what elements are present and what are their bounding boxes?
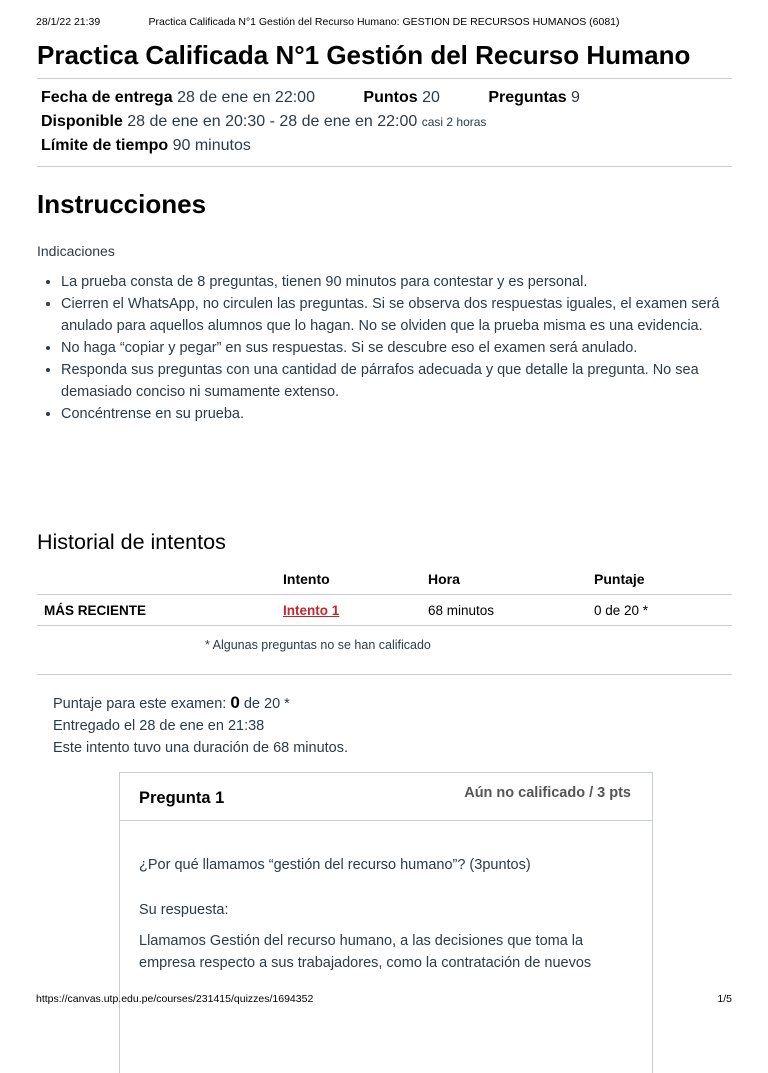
- quiz-details: [37, 79, 732, 166]
- points-label: Puntos: [363, 89, 418, 106]
- available-note: casi 2 horas: [421, 115, 487, 129]
- score-line: [53, 692, 348, 715]
- questions-label: Preguntas: [488, 89, 567, 106]
- col-header-score: Puntaje: [594, 571, 645, 587]
- col-header-attempt: Intento: [283, 571, 330, 587]
- questions-value: 9: [571, 89, 580, 106]
- print-footer: [36, 993, 732, 1007]
- time-cell: 68 minutos: [428, 595, 594, 626]
- score-prefix: Puntaje para este examen:: [53, 696, 227, 712]
- col-header-time: Hora: [428, 571, 460, 587]
- quiz-content: [37, 34, 732, 971]
- answer-label: Su respuesta:: [139, 902, 229, 918]
- question-header: [120, 773, 652, 821]
- question-name: Pregunta 1: [139, 789, 225, 807]
- details-row-2: [41, 110, 732, 134]
- latest-label: MÁS RECIENTE: [37, 595, 283, 626]
- print-page-number: 1/5: [717, 993, 732, 1005]
- list-item: • Responda sus preguntas con una cantidad de párrafos adecuada y que detalle la pregunta. No sea demasiado conciso ni sumamente extenso.: [61, 359, 732, 403]
- print-page-title: Practica Calificada N°1 Gestión del Recurso Humano: GESTION DE RECURSOS HUMANOS (6081): [148, 16, 620, 28]
- submitted-line: Entregado el 28 de ene en 21:38: [53, 718, 265, 734]
- question-text: ¿Por qué llamamos “gestión del recurso humano”? (3puntos): [139, 857, 531, 873]
- list-item: • Concéntrense en su prueba.: [61, 403, 732, 425]
- list-item: • Cierren el WhatsApp, no circulen las preguntas. Si se observa dos respuestas iguales, el examen será anulado para aquellos alumnos que lo hagan. No se olviden que la prueba misma es una evidencia.: [61, 293, 732, 337]
- available-label: Disponible: [41, 113, 123, 130]
- question-status: Aún no calificado / 3 pts: [464, 785, 631, 801]
- answer-text: Llamamos Gestión del recurso humano, a las decisiones que toma la empresa respecto a sus trabajadores, como la contratación de nuevos: [139, 933, 592, 971]
- attempt-history-table: [37, 564, 732, 626]
- history-heading: Historial de intentos: [37, 530, 226, 554]
- score-value: 0: [230, 693, 240, 712]
- due-label: Fecha de entrega: [41, 89, 173, 106]
- time-limit-value: 90 minutos: [172, 137, 251, 154]
- instructions-intro: Indicaciones: [37, 243, 115, 259]
- quiz-title: Practica Calificada N°1 Gestión del Recurso Humano: [37, 40, 691, 70]
- attempt-summary: [53, 692, 348, 759]
- available-value: 28 de ene en 20:30 - 28 de ene en 22:00: [127, 113, 418, 130]
- instructions-heading: Instrucciones: [37, 189, 207, 219]
- instructions-list: [37, 271, 732, 425]
- divider: [37, 674, 732, 675]
- duration-line: Este intento tuvo una duración de 68 minutos.: [53, 740, 349, 756]
- table-row: [37, 595, 732, 626]
- attempt-link[interactable]: Intento 1: [283, 602, 340, 618]
- print-url: https://canvas.utp.edu.pe/courses/231415/quizzes/1694352: [36, 993, 314, 1005]
- question-body: [120, 821, 652, 974]
- details-row-3: [41, 134, 732, 158]
- score-cell: 0 de 20 *: [594, 595, 732, 626]
- time-limit-label: Límite de tiempo: [41, 137, 169, 154]
- print-header: [36, 16, 732, 30]
- list-item: • La prueba consta de 8 preguntas, tienen 90 minutos para contestar y es personal.: [61, 271, 732, 293]
- col-header-empty: [37, 564, 283, 595]
- attempt-cell: [283, 595, 428, 626]
- question-card: [119, 772, 653, 1073]
- list-item: • No haga “copiar y pegar” en sus respuestas. Si se descubre eso el examen será anulado.: [61, 337, 732, 359]
- points-value: 20: [422, 89, 440, 106]
- ungraded-note: * Algunas preguntas no se han calificado: [205, 638, 431, 652]
- score-suffix: de 20 *: [243, 696, 290, 712]
- due-value: 28 de ene en 22:00: [177, 89, 315, 106]
- print-date: 28/1/22 21:39: [36, 16, 101, 28]
- divider: [37, 166, 732, 167]
- table-header-row: [37, 564, 732, 595]
- details-row-1: [41, 86, 732, 110]
